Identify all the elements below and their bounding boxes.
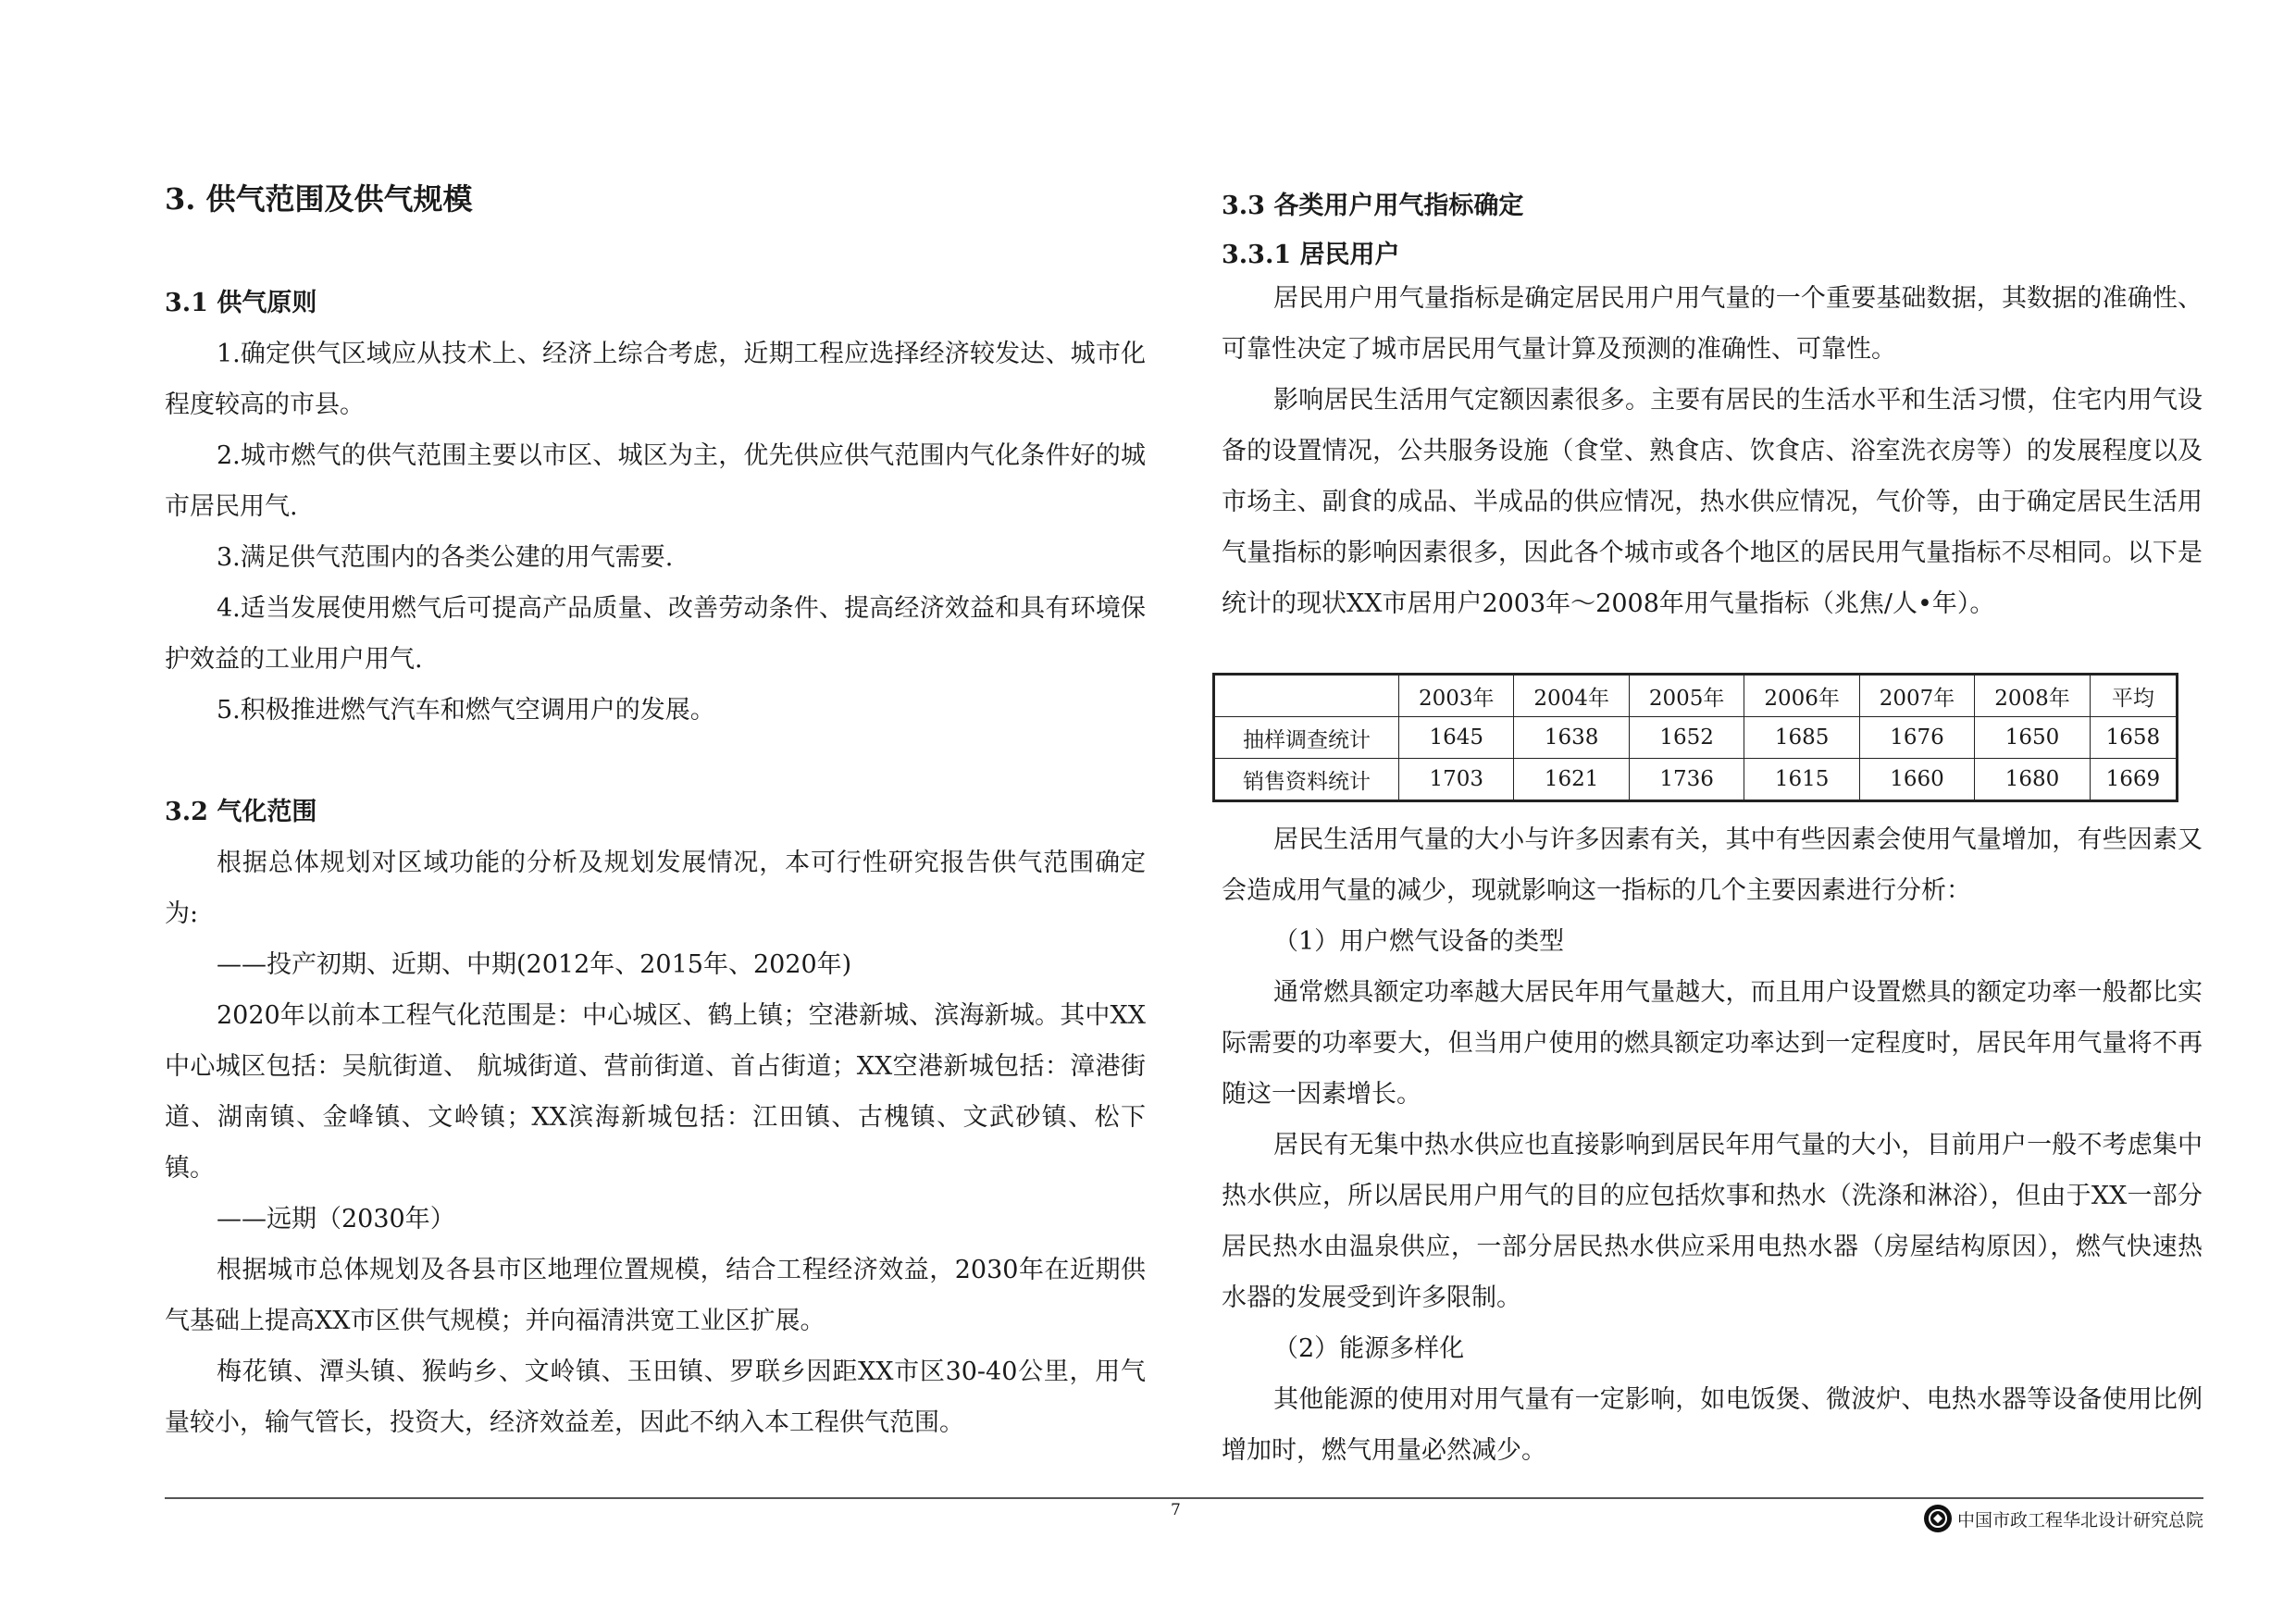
- factor-item-1: （1）用户燃气设备的类型: [1273, 927, 1565, 956]
- scope-paragraph-excluded: 梅花镇、潭头镇、猴屿乡、文岭镇、玉田镇、罗联乡因距XX市区30-40公里，用气量较小，输气管长，投资大，经济效益差，因此不纳入本工程供气范围。: [165, 1357, 1146, 1437]
- subsection-3-1-title: 3.1 供气原则: [165, 289, 317, 317]
- table-row: [1214, 717, 2178, 759]
- principle-item-5: 5.积极推进燃气汽车和燃气空调用户的发展。: [217, 696, 715, 725]
- principle-item-2: 2.城市燃气的供气范围主要以市区、城区为主，优先供应供气范围内气化条件好的城市居民用气.: [165, 441, 1146, 521]
- table-cell: 1736: [1629, 759, 1744, 801]
- page-number: 7: [1171, 1501, 1181, 1519]
- table-cell: 1685: [1744, 717, 1859, 759]
- subsection-3-3-title: 3.3 各类用户用气指标确定: [1222, 192, 1524, 220]
- table-header-cell: 2008年: [1975, 675, 2090, 717]
- institute-logo-icon: [1924, 1505, 1952, 1532]
- table-cell: 1621: [1514, 759, 1629, 801]
- footer-institute: [1924, 1505, 2203, 1532]
- table-header-row: [1214, 675, 2178, 717]
- scope-paragraph-2030: 根据城市总体规划及各县市区地理位置规模，结合工程经济效益，2030年在近期供气基础上提高XX市区供气规模；并向福清洪宽工业区扩展。: [165, 1256, 1146, 1335]
- table-header-cell: 2005年: [1629, 675, 1744, 717]
- gas-usage-table: [1212, 673, 2178, 802]
- table-row: [1214, 759, 2178, 801]
- table-header-cell: 2007年: [1859, 675, 1974, 717]
- table-cell: 1703: [1399, 759, 1514, 801]
- table-header-cell: 2003年: [1399, 675, 1514, 717]
- principle-item-3: 3.满足供气范围内的各类公建的用气需要.: [217, 543, 674, 572]
- table-row-label: 销售资料统计: [1214, 759, 1399, 801]
- table-cell: 1676: [1859, 717, 1974, 759]
- table-header-cell: 2004年: [1514, 675, 1629, 717]
- resident-paragraph-1: 居民用户用气量指标是确定居民用户用气量的一个重要基础数据，其数据的准确性、可靠性决定了城市居民用气量计算及预测的准确性、可靠性。: [1222, 284, 2203, 364]
- table-cell: 1650: [1975, 717, 2090, 759]
- table-cell: 1658: [2090, 717, 2177, 759]
- factor-item-2: （2）能源多样化: [1273, 1334, 1465, 1363]
- scope-period-near: ——投产初期、近期、中期(2012年、2015年、2020年): [217, 950, 852, 979]
- factor-paragraph-3: 其他能源的使用对用气量有一定影响，如电饭煲、微波炉、电热水器等设备使用比例增加时，燃气用量必然减少。: [1222, 1385, 2203, 1465]
- factor-paragraph-1: 通常燃具额定功率越大居民年用气量越大，而且用户设置燃具的额定功率一般都比实际需要的功率要大，但当用户使用的燃具额定功率达到一定程度时，居民年用气量将不再随这一因素增长。: [1222, 978, 2203, 1109]
- table-cell: 1680: [1975, 759, 2090, 801]
- footer-divider: [165, 1497, 2203, 1499]
- table-cell: 1638: [1514, 717, 1629, 759]
- table-header-cell: 平均: [2090, 675, 2177, 717]
- resident-paragraph-3: 居民生活用气量的大小与许多因素有关，其中有些因素会使用气量增加，有些因素又会造成用气量的减少，现就影响这一指标的几个主要因素进行分析：: [1222, 825, 2203, 905]
- table-cell: 1652: [1629, 717, 1744, 759]
- resident-paragraph-2: 影响居民生活用气定额因素很多。主要有居民的生活水平和生活习惯，住宅内用气设备的设置情况，公共服务设施（食堂、熟食店、饮食店、浴室洗衣房等）的发展程度以及市场主、副食的成品、半成品的供应情况，热水供应情况，气价等，由于确定居民生活用气量指标的影响因素很多，因此各个城市或各个地区的居民用气量指标不尽相同。以下是统计的现状XX市居用户2003年～2008年用气量指标（兆焦/人•年）。: [1222, 386, 2203, 618]
- institute-name: 中国市政工程华北设计研究总院: [1956, 1509, 2203, 1531]
- section-title: 3. 供气范围及供气规模: [165, 181, 473, 217]
- table-cell: 1660: [1859, 759, 1974, 801]
- table-cell: 1645: [1399, 717, 1514, 759]
- table-cell: 1669: [2090, 759, 2177, 801]
- table-header-cell: 2006年: [1744, 675, 1859, 717]
- subsection-3-2-title: 3.2 气化范围: [165, 798, 317, 826]
- scope-paragraph-1: 根据总体规划对区域功能的分析及规划发展情况，本可行性研究报告供气范围确定为:: [165, 849, 1146, 928]
- table-row-label: 抽样调查统计: [1214, 717, 1399, 759]
- scope-paragraph-2020: 2020年以前本工程气化范围是：中心城区、鹤上镇；空港新城、滨海新城。其中XX中心城区包括：吴航街道、 航城街道、营前街道、首占街道；XX空港新城包括：漳港街道、湖南镇、金峰镇、文岭镇；XX滨海新城包括：江田镇、古槐镇、文武砂镇、松下镇。: [165, 1001, 1146, 1183]
- subsection-3-3-1-title: 3.3.1 居民用户: [1222, 241, 1400, 269]
- table-cell: 1615: [1744, 759, 1859, 801]
- scope-period-far: ——远期（2030年）: [217, 1205, 455, 1233]
- principle-item-1: 1.确定供气区域应从技术上、经济上综合考虑，近期工程应选择经济较发达、城市化程度较高的市县。: [165, 340, 1146, 419]
- principle-item-4: 4.适当发展使用燃气后可提高产品质量、改善劳动条件、提高经济效益和具有环境保护效益的工业用户用气.: [165, 594, 1146, 674]
- factor-paragraph-2: 居民有无集中热水供应也直接影响到居民年用气量的大小，目前用户一般不考虑集中热水供应，所以居民用户用气的目的应包括炊事和热水（洗涤和淋浴），但由于XX一部分居民热水由温泉供应，一部分居民热水供应采用电热水器（房屋结构原因），燃气快速热水器的发展受到许多限制。: [1222, 1131, 2203, 1312]
- table-header-cell: [1214, 675, 1399, 717]
